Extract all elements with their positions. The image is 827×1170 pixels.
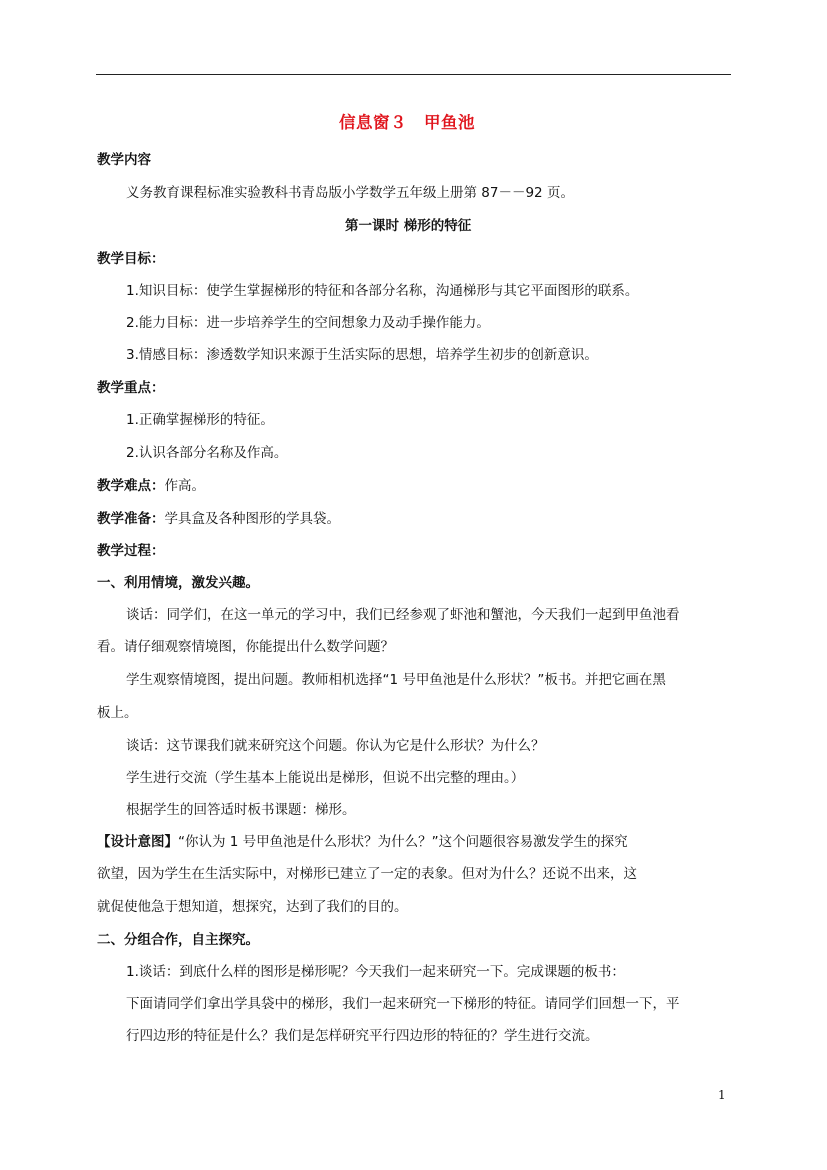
paragraph-line: 欲望，因为学生在生活实际中，对梯形已建立了一定的表象。但对为什么？还说不出来，这: [97, 866, 637, 882]
header-rule: [96, 74, 731, 75]
paragraph-line: 谈话：同学们，在这一单元的学习中，我们已经参观了虾池和蟹池，今天我们一起到甲鱼池看: [126, 607, 680, 623]
goal-knowledge: 1.知识目标：使学生掌握梯形的特征和各部分名称，沟通梯形与其它平面图形的联系。: [126, 283, 639, 299]
paragraph-line: 谈话：这节课我们就来研究这个问题。你认为它是什么形状？为什么？: [126, 738, 545, 754]
page-number: 1: [718, 1088, 726, 1102]
paragraph-line: 学生进行交流（学生基本上能说出是梯形，但说不出完整的理由。）: [126, 770, 525, 786]
key-point-1: 1.正确掌握梯形的特征。: [126, 412, 274, 428]
paragraph-line: 学生观察情境图，提出问题。教师相机选择“1 号甲鱼池是什么形状？”板书。并把它画在黑: [126, 672, 666, 688]
preparation-text: 学具盒及各种图形的学具袋。: [164, 511, 340, 527]
paragraph-line: 行四边形的特征是什么？我们是怎样研究平行四边形的特征的？学生进行交流。: [126, 1028, 599, 1044]
section-heading-content: 教学内容: [97, 152, 151, 168]
section-heading-process: 教学过程：: [97, 543, 165, 559]
section-heading-preparation: 教学准备：: [97, 511, 165, 527]
key-point-2: 2.认识各部分名称及作高。: [126, 445, 288, 461]
part-two-heading: 二、分组合作，自主探究。: [97, 932, 259, 948]
design-intent-line: [97, 832, 628, 852]
paragraph-line: 看。请仔细观察情境图，你能提出什么数学问题？: [97, 639, 394, 655]
goal-ability: 2.能力目标：进一步培养学生的空间想象力及动手操作能力。: [126, 315, 490, 331]
paragraph-line: 下面请同学们拿出学具袋中的梯形，我们一起来研究一下梯形的特征。请同学们回想一下，平: [126, 996, 680, 1012]
difficulty-line: [97, 476, 205, 496]
content-text: 义务教育课程标准实验教科书青岛版小学数学五年级上册第 87－－92 页。: [126, 185, 574, 201]
paragraph-line: 根据学生的回答适时板书课题：梯形。: [126, 802, 356, 818]
lesson-subtitle: 第一课时 梯形的特征: [345, 218, 472, 234]
difficulty-text: 作高。: [164, 478, 205, 494]
design-intent-label: 【设计意图】: [97, 834, 178, 850]
section-heading-difficulty: 教学难点：: [97, 478, 165, 494]
paragraph-line: 1.谈话：到底什么样的图形是梯形呢？今天我们一起来研究一下。完成课题的板书：: [126, 964, 625, 980]
design-intent-text: “你认为 1 号甲鱼池是什么形状？为什么？”这个问题很容易激发学生的探究: [178, 834, 628, 850]
goal-emotion: 3.情感目标：渗透数学知识来源于生活实际的思想，培养学生初步的创新意识。: [126, 347, 598, 363]
paragraph-line: 就促使他急于想知道，想探究，达到了我们的目的。: [97, 899, 408, 915]
part-one-heading: 一、利用情境，激发兴趣。: [97, 575, 259, 591]
section-heading-key-points: 教学重点：: [97, 380, 165, 396]
paragraph-line: 板上。: [97, 705, 138, 721]
document-title: 信息窗３ 甲鱼池: [339, 113, 475, 132]
preparation-line: [97, 509, 340, 529]
section-heading-goals: 教学目标：: [97, 251, 165, 267]
